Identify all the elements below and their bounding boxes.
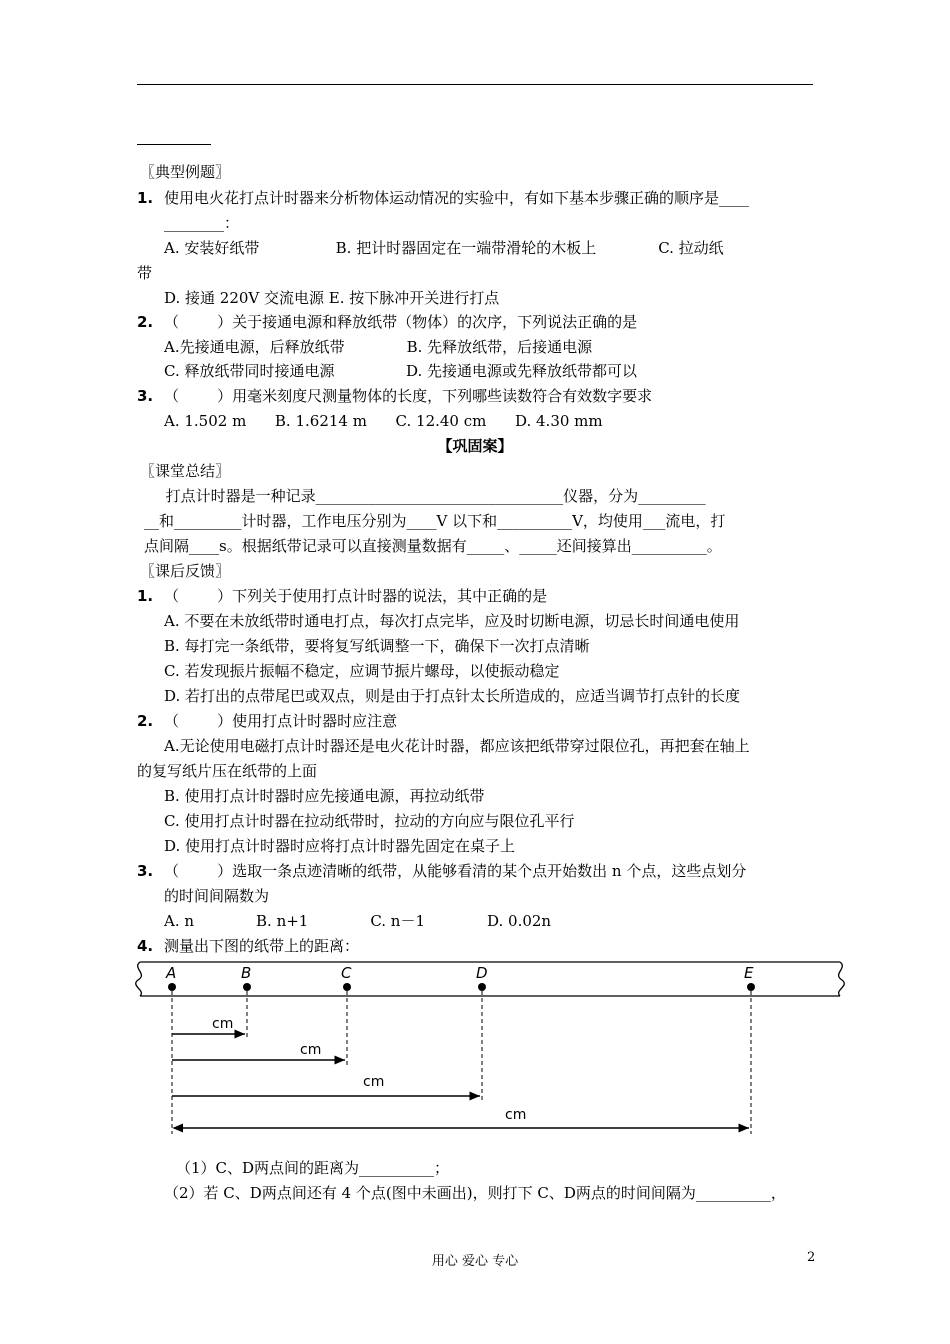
page-footer: 用心 爱心 专心 xyxy=(431,1254,519,1269)
label-b: B xyxy=(241,964,252,982)
question-stem-cont: ________： xyxy=(164,214,240,232)
question-stem: （ ）下列关于使用打点计时器的说法，其中正确的是 xyxy=(164,587,548,605)
unit-ab: cm xyxy=(212,1016,234,1032)
option-a: A.无论使用电磁打点计时器还是电火花计时器，都应该把纸带穿过限位孔，再把套在轴上 xyxy=(164,737,750,755)
question-stem: （ ）选取一条点迹清晰的纸带，从能够看清的某个点开始数出 n 个点，这些点划分 xyxy=(164,862,747,880)
summary-line: 点间隔____s。根据纸带记录可以直接测量数据有_____、_____还间接算出__________。 xyxy=(144,537,722,555)
unit-ae: cm xyxy=(505,1107,527,1123)
point-d xyxy=(478,983,486,991)
option-b: B. 每打完一条纸带，要将复写纸调整一下，确保下一次打点清晰 xyxy=(164,637,590,655)
section-title-examples: 〖典型例题〗 xyxy=(140,163,231,181)
option-a: A. 不要在未放纸带时通电打点，每次打点完毕，应及时切断电源，切忌长时间通电使用 xyxy=(164,612,740,630)
tape-right-tear xyxy=(839,962,845,996)
top-blank-line xyxy=(137,144,211,145)
question-number: 2. xyxy=(137,313,154,331)
tape-left-tear xyxy=(136,962,142,996)
options-line: A.先接通电源，后释放纸带 B. 先释放纸带，后接通电源 xyxy=(164,338,593,356)
section-title-summary: 〖课堂总结〗 xyxy=(140,462,231,480)
option-c: C. 使用打点计时器在拉动纸带时，拉动的方向应与限位孔平行 xyxy=(164,812,575,830)
option-d: D. 若打出的点带尾巴或双点，则是由于打点针太长所造成的，应适当调节打点针的长度 xyxy=(164,687,741,705)
question-stem: （ ）使用打点计时器时应注意 xyxy=(164,712,398,730)
options-line: A. n B. n+1 C. n－1 D. 0.02n xyxy=(164,912,552,930)
label-d: D xyxy=(476,964,488,982)
page-number: 2 xyxy=(807,1250,816,1265)
point-e xyxy=(747,983,755,991)
summary-line: 打点计时器是一种记录_________________________________仪器，分为_________ xyxy=(137,487,706,505)
option-b: B. 使用打点计时器时应先接通电源，再拉动纸带 xyxy=(164,787,485,805)
point-c xyxy=(343,983,351,991)
label-c: C xyxy=(341,964,352,982)
options-line: A. 安装好纸带 B. 把计时器固定在一端带滑轮的木板上 C. 拉动纸 xyxy=(164,239,724,257)
point-a xyxy=(168,983,176,991)
label-a: A xyxy=(166,964,177,982)
question-number: 4. xyxy=(137,937,154,955)
header-rule xyxy=(137,84,813,85)
question-number: 3. xyxy=(137,862,154,880)
section-title-consolidate: 【巩固案】 xyxy=(437,437,513,455)
unit-ad: cm xyxy=(363,1074,385,1090)
question-number: 2. xyxy=(137,712,154,730)
question-stem: （ ）关于接通电源和释放纸带（物体）的次序，下列说法正确的是 xyxy=(164,313,638,331)
sub-question-2: （2）若 C、D两点间还有 4 个点(图中未画出)，则打下 C、D两点的时间间隔为__________， xyxy=(164,1184,786,1202)
options-line-cont: 带 xyxy=(137,264,153,282)
point-b xyxy=(243,983,251,991)
unit-ac: cm xyxy=(300,1042,322,1058)
question-stem: 使用电火花打点计时器来分析物体运动情况的实验中，有如下基本步骤正确的顺序是____ xyxy=(164,189,750,207)
section-title-feedback: 〖课后反馈〗 xyxy=(140,562,231,580)
option-c: C. 若发现振片振幅不稳定，应调节振片螺母，以使振动稳定 xyxy=(164,662,560,680)
option-d: D. 使用打点计时器时应将打点计时器先固定在桌子上 xyxy=(164,837,516,855)
question-number: 1. xyxy=(137,587,154,605)
options-line: A. 1.502 m B. 1.6214 m C. 12.40 cm D. 4.30 mm xyxy=(164,412,603,430)
options-line: C. 释放纸带同时接通电源 D. 先接通电源或先释放纸带都可以 xyxy=(164,362,638,380)
options-line: D. 接通 220V 交流电源 E. 按下脉冲开关进行打点 xyxy=(164,289,500,307)
question-stem-cont: 的时间间隔数为 xyxy=(164,887,270,905)
question-number: 1. xyxy=(137,189,154,207)
question-number: 3. xyxy=(137,387,154,405)
question-stem: 测量出下图的纸带上的距离： xyxy=(164,937,360,955)
question-stem: （ ）用毫米刻度尺测量物体的长度，下列哪些读数符合有效数字要求 xyxy=(164,387,653,405)
sub-question-1: （1）C、D两点间的距离为__________； xyxy=(176,1159,450,1177)
option-a-cont: 的复写纸片压在纸带的上面 xyxy=(137,762,318,780)
summary-line: __和_________计时器，工作电压分别为____V 以下和__________V，均使用___流电，打 xyxy=(144,512,726,530)
label-e: E xyxy=(744,964,754,982)
paper-tape-diagram xyxy=(128,956,858,1138)
